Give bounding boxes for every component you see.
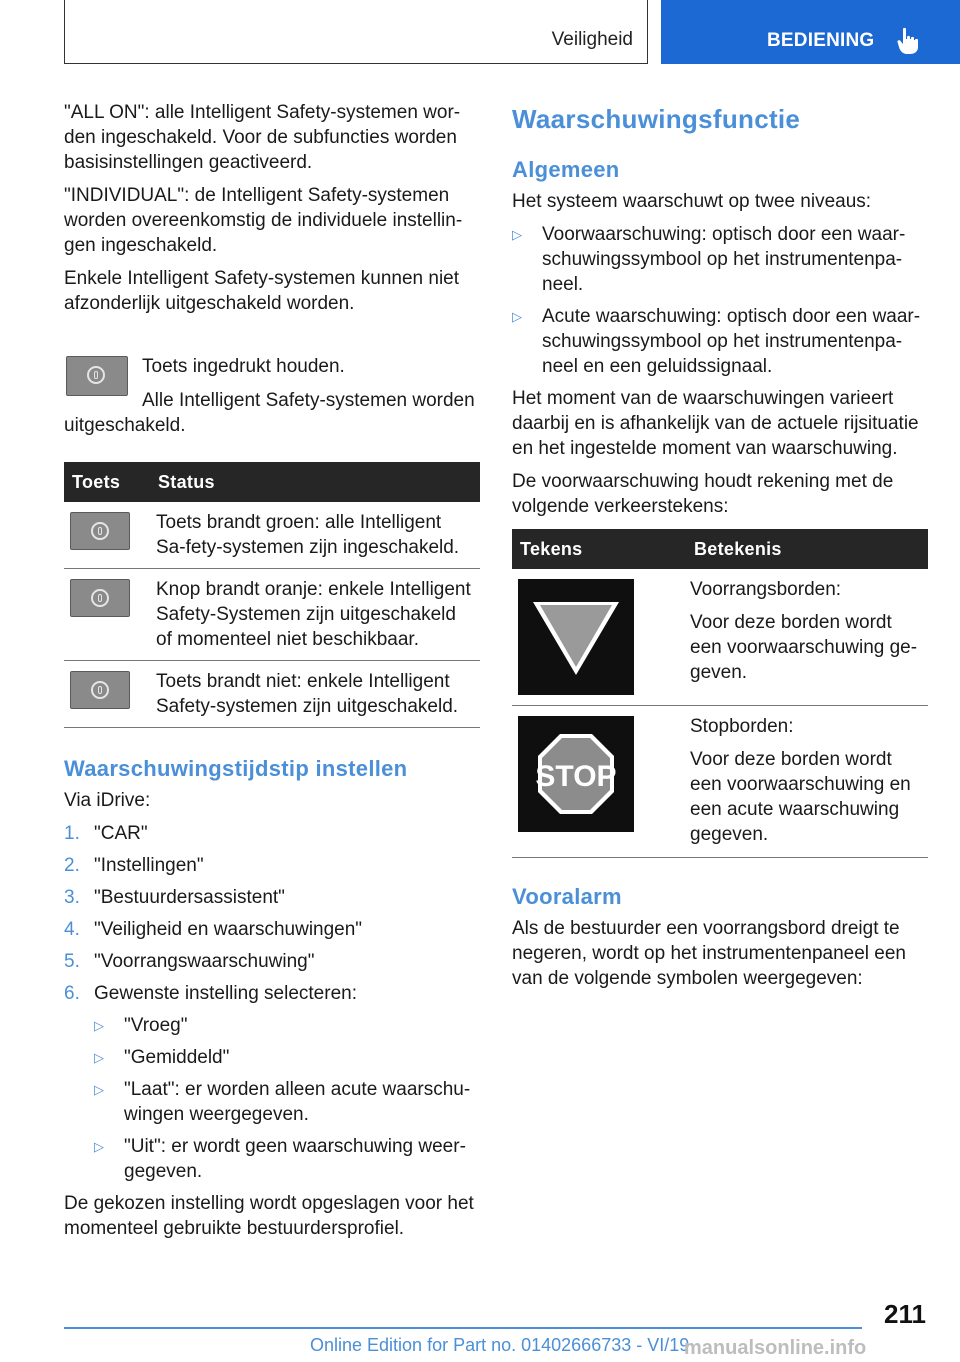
sign-description: Voor deze borden wordt een voorwaarschuwing en een acute waarschuwing gegeven.: [690, 749, 911, 845]
button-status-table: [64, 462, 480, 728]
status-text: Knop brandt oranje: enkele Intelligent Safety-Systemen zijn uitgeschakeld of momenteel niet beschikbaar.: [150, 569, 480, 661]
triangle-bullet-icon: ▷: [94, 1018, 104, 1033]
status-text: Toets brandt niet: enkele Intelligent Safety-systemen zijn uitgeschakeld.: [150, 661, 480, 728]
list-item: ▷ "Vroeg": [94, 1015, 188, 1036]
all-on-paragraph: "ALL ON": alle Intelligent Safety-systemen wor-den ingeschakeld. Voor de subfuncties worden basisinstellingen geactiveerd.: [64, 102, 461, 173]
steps-list: [64, 821, 480, 1006]
page-number: 211: [884, 1299, 926, 1329]
triangle-bullet-icon: ▷: [94, 1082, 104, 1097]
closing-paragraph: De gekozen instelling wordt opgeslagen voor het momenteel gebruikte bestuurdersprofiel.: [64, 1193, 474, 1239]
triangle-bullet-icon: ▷: [512, 227, 522, 242]
list-item: 1. "CAR": [64, 823, 148, 844]
list-item: ▷ "Laat": er worden alleen acute waarschu-wingen weergegeven.: [94, 1079, 471, 1125]
list-item: ▷ Voorwaarschuwing: optisch door een waar-schuwingssymbool op het instrumentenpa-neel.: [512, 224, 906, 295]
list-item: 4. "Veiligheid en waarschuwingen": [64, 919, 363, 940]
subheading-general: Algemeen: [512, 157, 620, 182]
triangle-bullet-icon: ▷: [512, 309, 522, 324]
intro-paragraph: Het systeem waarschuwt op twee niveaus:: [512, 191, 872, 212]
safety-button-icon: [70, 671, 130, 709]
warning-levels-list: [512, 222, 928, 379]
setting-options-list: [94, 1013, 480, 1184]
press-line-3: uitgeschakeld.: [64, 415, 186, 436]
subheading-pre-alarm: Vooralarm: [512, 884, 622, 909]
safety-button-icon: [70, 512, 130, 550]
svg-text:STOP: STOP: [535, 760, 617, 793]
table-row: [64, 502, 480, 569]
stop-sign-icon: [518, 716, 634, 832]
table-row: [64, 661, 480, 728]
watermark: manualsonline.info: [684, 1337, 867, 1359]
footer-divider: [64, 1327, 862, 1329]
header-chapter-label: BEDIENING: [767, 30, 875, 51]
table-row: [512, 569, 928, 706]
moment-paragraph: Het moment van de waarschuwingen varieert daarbij en is afhankelijk van de actuele rijsituatie en het ingestelde moment van waarschuwing.: [512, 388, 919, 459]
table-row: [512, 706, 928, 858]
section-heading-warning-function: Waarschuwingsfunctie: [512, 104, 801, 134]
pointing-hand-icon: [897, 27, 919, 55]
press-line-2: Alle Intelligent Safety-systemen worden: [142, 390, 475, 411]
table-header-status: Status: [150, 462, 480, 502]
individual-paragraph: "INDIVIDUAL": de Intelligent Safety-systemen worden overeenkomstig de individuele instellin-gen ingeschakeld.: [64, 185, 463, 256]
via-idrive-text: Via iDrive:: [64, 790, 151, 811]
press-line-1: Toets ingedrukt houden.: [142, 356, 345, 377]
list-item: ▷ "Uit": er wordt geen waarschuwing weer-gegeven.: [94, 1136, 466, 1182]
table-header-toets: Toets: [64, 462, 150, 502]
traffic-signs-table: [512, 529, 928, 858]
triangle-bullet-icon: ▷: [94, 1050, 104, 1065]
table-row: [64, 569, 480, 661]
some-systems-paragraph: Enkele Intelligent Safety-systemen kunnen niet afzonderlijk uitgeschakeld worden.: [64, 268, 460, 314]
safety-button-icon: [70, 579, 130, 617]
signs-paragraph: De voorwaarschuwing houdt rekening met de volgende verkeerstekens:: [512, 471, 894, 517]
safety-button-icon: [66, 356, 128, 396]
list-item: ▷ Acute waarschuwing: optisch door een waar-schuwingssymbool op het instrumentenpa-neel en een geluidssignaal.: [512, 306, 921, 377]
edition-text: Online Edition for Part no. 01402666733 - VI/19: [310, 1335, 690, 1355]
list-item: 3. "Bestuurdersassistent": [64, 887, 285, 908]
table-header-betekenis: Betekenis: [686, 529, 928, 569]
pre-alarm-paragraph: Als de bestuurder een voorrangsbord dreigt te negeren, wordt op het instrumentenpaneel een van de volgende symbolen weergegeven:: [512, 918, 906, 989]
list-item: 6. Gewenste instelling selecteren:: [64, 983, 357, 1004]
sign-title: Stopborden:: [690, 716, 794, 737]
sign-title: Voorrangsborden:: [690, 579, 842, 600]
header-section-tab: [64, 0, 648, 64]
header-section-label: Veiligheid: [551, 29, 633, 50]
press-and-hold-instruction: [64, 350, 480, 434]
section-heading-warning-time: Waarschuwingstijdstip instellen: [64, 756, 408, 781]
status-text: Toets brandt groen: alle Intelligent Sa-fety-systemen zijn ingeschakeld.: [150, 502, 480, 569]
table-header-tekens: Tekens: [512, 529, 686, 569]
right-column: [512, 100, 928, 991]
header-chapter-tab: [661, 0, 960, 64]
list-item: ▷ "Gemiddeld": [94, 1047, 230, 1068]
yield-sign-icon: [518, 579, 634, 695]
list-item: 5. "Voorrangswaarschuwing": [64, 951, 315, 972]
list-item: 2. "Instellingen": [64, 855, 204, 876]
sign-description: Voor deze borden wordt een voorwaarschuwing ge-geven.: [690, 612, 918, 683]
triangle-bullet-icon: ▷: [94, 1139, 104, 1154]
left-column: [64, 100, 480, 1241]
